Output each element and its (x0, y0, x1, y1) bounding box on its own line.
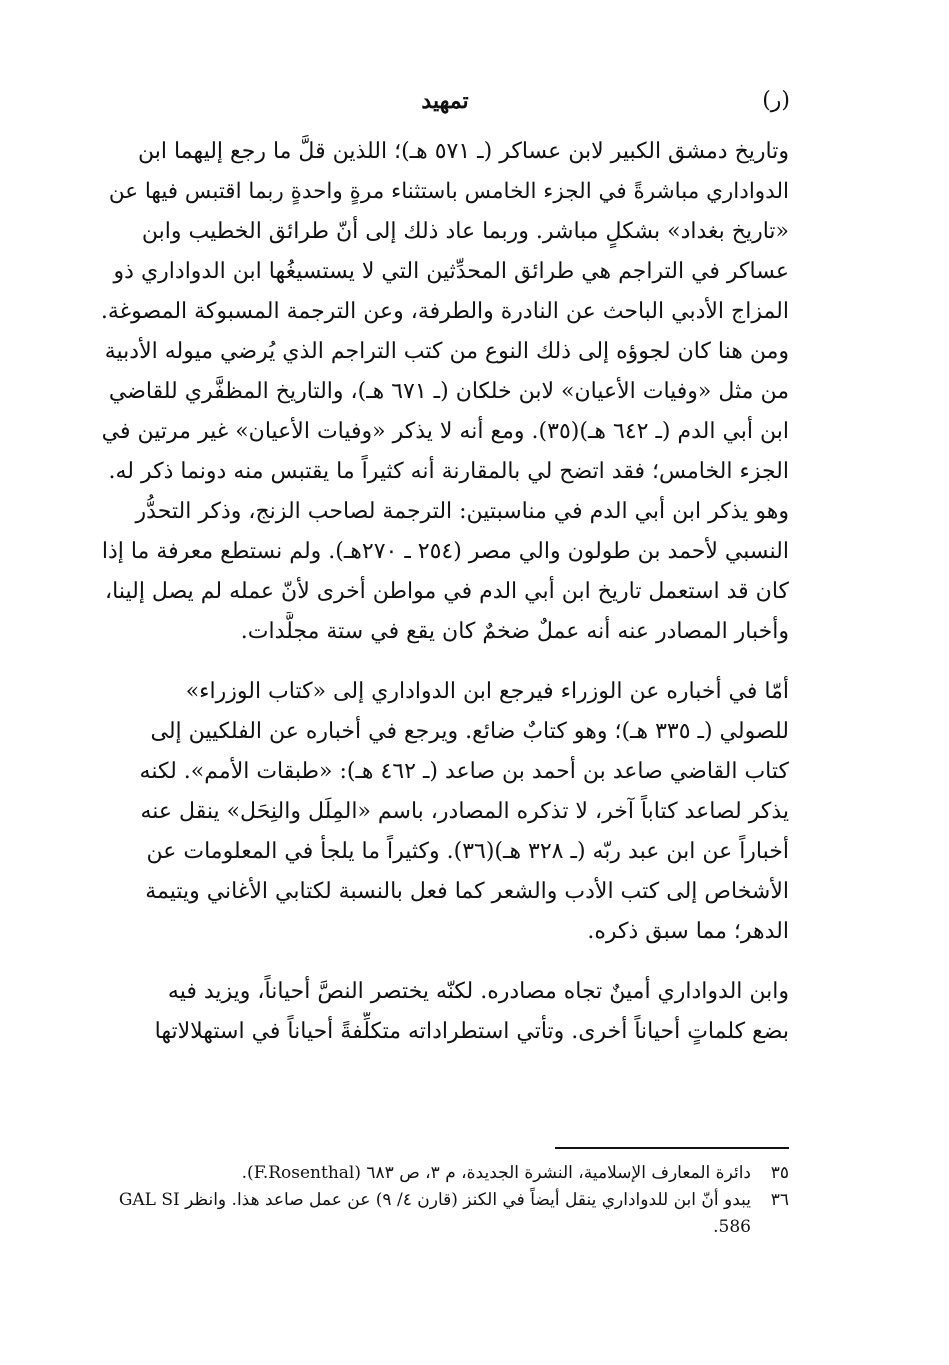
text-line: الدواداري مباشرةً في الجزء الخامس باستثناء مرةٍ واحدةٍ ربما اقتبس فيها عن (108, 179, 789, 204)
main-text (97, 132, 789, 1052)
text-line: الأشخاص إلى كتب الأدب والشعر كما فعل بالنسبة لكتابي الأغاني ويتيمة (145, 879, 789, 904)
text-line: وابن الدواداري أمينٌ تجاه مصادره. لكنّه يختصر النصَّ أحياناً، ويزيد فيه (167, 979, 789, 1004)
footnote-number: ٣٥ (770, 1163, 789, 1183)
text-line: بضع كلماتٍ أحياناً أخرى. وتأتي استطراداته متكلِّفةً أحياناً في استهلالاتها (154, 1019, 789, 1044)
text-line: ابن أبي الدم (ـ ٦٤٢ هـ)(٣٥). ومع أنه لا يذكر «وفيات الأعيان» غير مرتين في (101, 419, 789, 444)
text-line: النسبي لأحمد بن طولون والي مصر (٢٥٤ ـ ٢٧٠هـ). ولم نستطع معرفة ما إذا (101, 539, 789, 564)
text-line: أمّا في أخباره عن الوزراء فيرجع ابن الدواداري إلى «كتاب الوزراء» (185, 679, 789, 704)
footnote-text: يبدو أنّ ابن للدواداري ينقل أيضاً في الكنز (قارن ٤/ ٩) عن عمل صاعد هذا. وانظر GAL SI 586. (118, 1190, 751, 1237)
footnote (97, 1160, 789, 1187)
text-line: وهو يذكر ابن أبي الدم في مناسبتين: الترجمة لصاحب الزنج، وذكر التحدُّر (135, 499, 789, 524)
text-line: وتاريخ دمشق الكبير لابن عساكر (ـ ٥٧١ هـ)؛ اللذين قلَّ ما رجع إليهما ابن (138, 139, 789, 164)
text-line: الجزء الخامس؛ فقد اتضح لي بالمقارنة أنه كثيراً ما يقتبس منه دونما ذكر له. (108, 459, 789, 484)
text-line: كتاب القاضي صاعد بن أحمد بن صاعد (ـ ٤٦٢ هـ): «طبقات الأمم». لكنه (139, 759, 789, 784)
text-line: «تاريخ بغداد» بشكلٍ مباشر. وربما عاد ذلك إلى أنّ طرائق الخطيب وابن (141, 219, 789, 244)
text-line: المزاج الأدبي الباحث عن النادرة والطرفة، وعن الترجمة المسبوكة المصوغة. (100, 299, 789, 324)
footnotes (97, 1160, 789, 1241)
running-title: تمهيد (421, 88, 469, 114)
text-line: الدهر؛ مما سبق ذكره. (587, 919, 789, 944)
text-line: أخباراً عن ابن عبد ربّه (ـ ٣٢٨ هـ)(٣٦). وكثيراً ما يلجأ في المعلومات عن (146, 839, 789, 864)
footnote (97, 1187, 789, 1241)
paragraph (97, 972, 789, 1052)
paragraph (97, 672, 789, 952)
text-line: كان قد استعمل تاريخ ابن أبي الدم في مواطن أخرى لأنّ عمله لم يصل إلينا، (105, 579, 789, 604)
text-line: للصولي (ـ ٣٣٥ هـ)؛ وهو كتابٌ ضائع. ويرجع في أخباره عن الفلكيين إلى (150, 719, 789, 744)
text-line: وأخبار المصادر عنه أنه عملٌ ضخمٌ كان يقع في ستة مجلَّدات. (240, 619, 789, 644)
footnote-number: ٣٦ (770, 1190, 789, 1210)
text-line: يذكر لصاعد كتاباً آخر، لا تذكره المصادر، باسم «المِلَل والنِحَل» ينقل عنه (140, 799, 789, 824)
text-line: عساكر في التراجم هي طرائق المحدِّثين التي لا يستسيغُها ابن الدواداري ذو (113, 259, 789, 284)
page-header (100, 88, 790, 124)
page-number: (ر) (762, 88, 790, 113)
paragraph (97, 132, 789, 652)
footnote-text: دائرة المعارف الإسلامية، النشرة الجديدة، م ٣، ص ٦٨٣ (F.Rosenthal). (241, 1163, 751, 1183)
footnote-separator (555, 1147, 789, 1149)
text-line: من مثل «وفيات الأعيان» لابن خلكان (ـ ٦٧١ هـ)، والتاريخ المظفَّري للقاضي (108, 379, 789, 404)
text-line: ومن هنا كان لجوؤه إلى ذلك النوع من كتب التراجم الذي يُرضي ميوله الأدبية (104, 339, 789, 364)
